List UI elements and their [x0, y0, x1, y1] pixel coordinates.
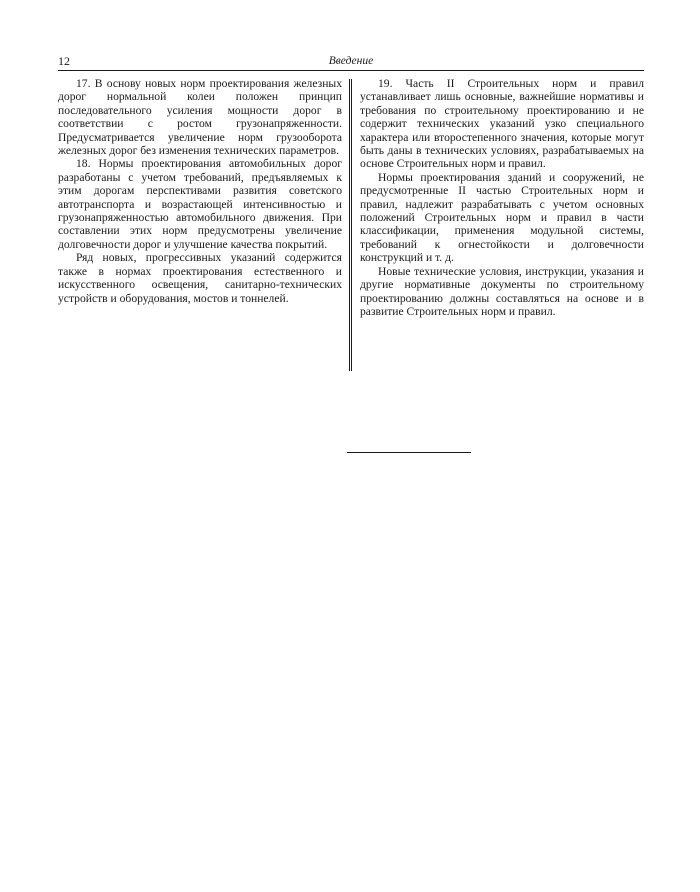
two-column-body — [58, 77, 644, 318]
page-header — [58, 52, 644, 71]
paragraph-19: 19. Часть II Строительных норм и правил устанавливает лишь основные, важнейшие нормативы и требования по строительному проектированию и не содержит технических указаний узко специального характера или второстепенного значения, которые могут быть даны в технических условиях, разрабатываемых на основе Строительных норм и правил. — [360, 77, 644, 171]
right-column — [360, 77, 644, 318]
paragraph-18: 18. Нормы проектирования автомобильных дорог разработаны с учетом требований, предъявляемых к этим дорогам перспективами развития советского автотранспорта и возрастающей интенсивностью и грузонапряженностью автомобильного движения. При составлении этих норм предусмотрены увеличение долговечности дорог и улучшение качества покрытий. — [58, 157, 342, 251]
left-column — [58, 77, 342, 318]
paragraph-17: 17. В основу новых норм проектирования железных дорог нормальной колеи положен принцип последовательного усиления мощности дорог в соответствии с ростом грузонапряженности. Предусматривается увеличение норм грузооборота железных дорог без изменения технических параметров. — [58, 77, 342, 158]
running-head: Введение — [328, 55, 374, 67]
section-end-rule — [347, 452, 471, 453]
paragraph-progressive-instructions: Ряд новых, прогрессивных указаний содержится также в нормах проектирования естественного и искусственного освещения, санитарно-технических устройств и оборудования, мостов и тоннелей. — [58, 251, 342, 305]
page — [58, 52, 644, 318]
column-divider — [349, 79, 352, 371]
paragraph-new-technical-conditions: Новые технические условия, инструкции, указания и другие нормативные документы по строительному проектированию должны составляться на основе и в развитие Строительных норм и правил. — [360, 264, 644, 318]
paragraph-building-norms: Нормы проектирования зданий и сооружений, не предусмотренные II частью Строительных норм и правил, надлежит разрабатывать с учетом основных положений Строительных норм и правил в части классификации, применения модульной системы, требований к огнестойкости и долговечности конструкций и т. д. — [360, 170, 644, 265]
page-number: 12 — [58, 54, 70, 68]
